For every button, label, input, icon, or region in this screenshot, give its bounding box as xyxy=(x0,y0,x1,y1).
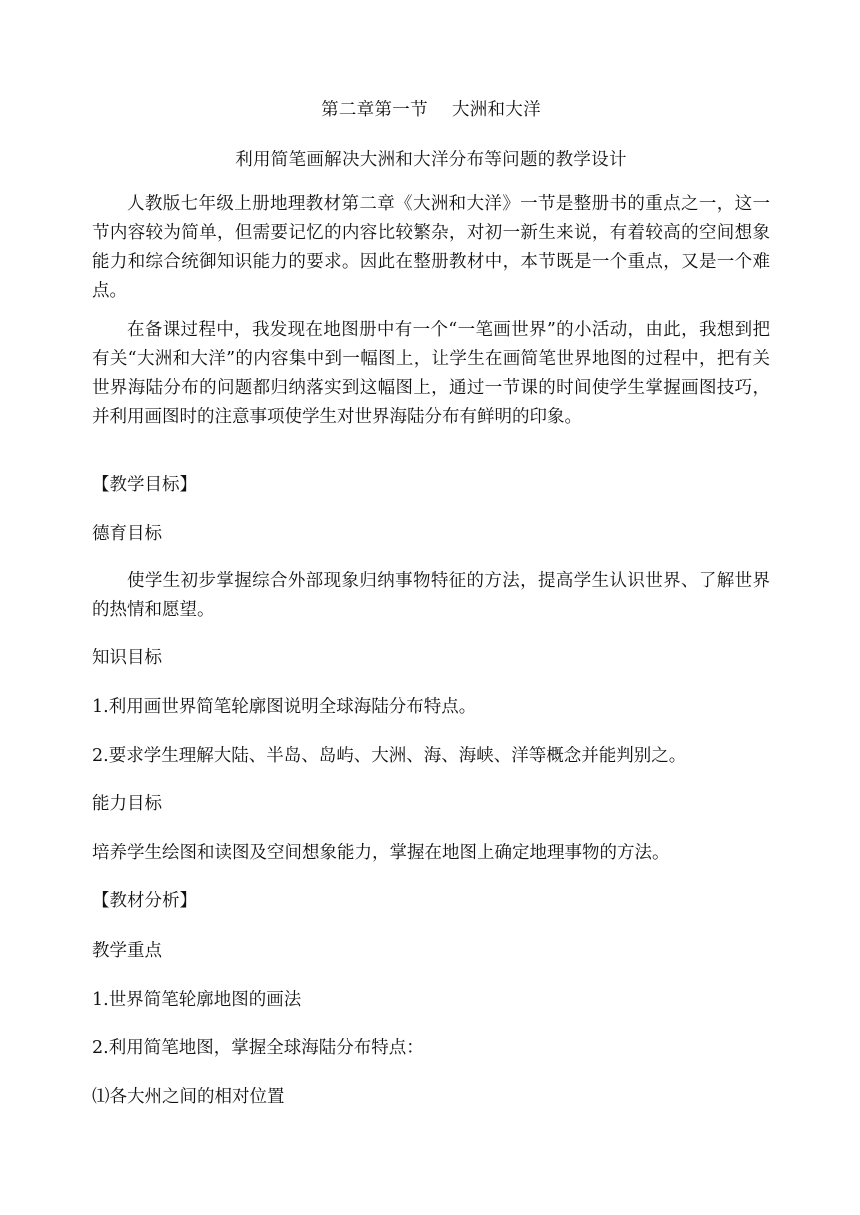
knowledge-item-1: 1.利用画世界简笔轮廓图说明全球海陆分布特点。 xyxy=(92,697,477,717)
section-heading-analysis: 【教材分析】 xyxy=(92,891,197,911)
key-points-heading: 教学重点 xyxy=(92,941,162,961)
chapter-title: 第二章第一节 xyxy=(321,100,428,120)
key-point-1: 1.世界简笔轮廓地图的画法 xyxy=(92,990,302,1010)
section-heading-goals: 【教学目标】 xyxy=(92,475,197,495)
chapter-subject: 大洲和大洋 xyxy=(451,100,541,120)
moral-goal-text: 使学生初步掌握综合外部现象归纳事物特征的方法，提高学生认识世界、了解世界的热情和愿望。 xyxy=(92,571,770,620)
document-subtitle: 利用简笔画解决大洲和大洋分布等问题的教学设计 xyxy=(235,150,627,170)
moral-goal-heading: 德育目标 xyxy=(92,524,162,544)
key-point-2: 2.利用简笔地图，掌握全球海陆分布特点： xyxy=(92,1038,424,1058)
chapter-heading xyxy=(92,96,770,121)
key-point-2-sub-1: ⑴各大州之间的相对位置 xyxy=(92,1087,285,1107)
ability-goal-heading: 能力目标 xyxy=(92,794,162,814)
prep-paragraph: 在备课过程中，我发现在地图册中有一个“一笔画世界”的小活动，由此，我想到把有关“大洲和大洋”的内容集中到一幅图上，让学生在画简笔世界地图的过程中，把有关世界海陆分布的问题都归纳落实到这幅图上，通过一节课的时间使学生掌握画图技巧，并利用画图时的注意事项使学生对世界海陆分布有鲜明的印象。 xyxy=(92,320,770,427)
knowledge-item-2: 2.要求学生理解大陆、半岛、岛屿、大洲、海、海峡、洋等概念并能判别之。 xyxy=(92,746,687,766)
knowledge-goal-heading: 知识目标 xyxy=(92,648,162,668)
ability-goal-text: 培养学生绘图和读图及空间想象能力，掌握在地图上确定地理事物的方法。 xyxy=(92,843,670,863)
intro-paragraph: 人教版七年级上册地理教材第二章《大洲和大洋》一节是整册书的重点之一，这一节内容较为简单，但需要记忆的内容比较繁杂，对初一新生来说，有着较高的空间想象能力和综合统御知识能力的要求。因此在整册教材中，本节既是一个重点，又是一个难点。 xyxy=(92,194,770,301)
